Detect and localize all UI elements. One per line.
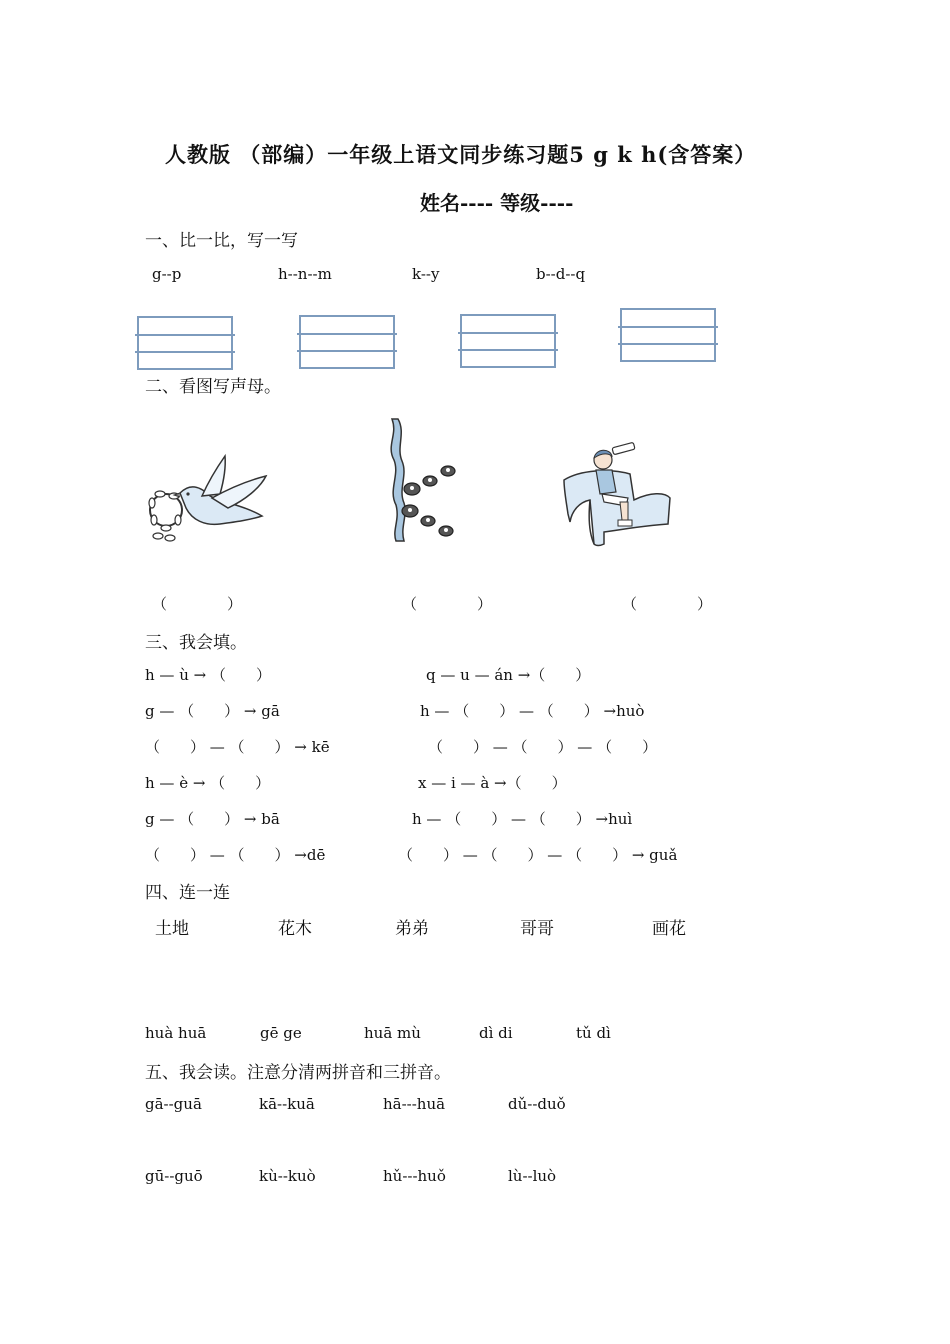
section3-heading: 三、我会填。	[145, 633, 247, 653]
boy-on-chair-image	[560, 440, 675, 550]
writing-grid[interactable]	[299, 315, 395, 369]
read-pair: lù--luò	[508, 1167, 557, 1185]
compare-pair: b--d--q	[536, 265, 586, 283]
answer-parentheses[interactable]: （ ）	[402, 595, 493, 613]
writing-grid[interactable]	[460, 314, 556, 368]
match-word[interactable]: 哥哥	[520, 919, 554, 939]
match-pinyin[interactable]: dì di	[479, 1024, 513, 1042]
section4-heading: 四、连一连	[145, 883, 230, 903]
reed-with-tadpoles-image	[378, 415, 468, 545]
read-pair: kù--kuò	[259, 1167, 316, 1185]
match-pinyin[interactable]: tǔ dì	[576, 1024, 611, 1042]
read-pair: hā---huā	[383, 1095, 446, 1113]
fill-row[interactable]: g — （ ） → gā	[145, 702, 280, 720]
answer-parentheses[interactable]: （ ）	[152, 595, 243, 613]
fill-row[interactable]: h — （ ） — （ ） →huò	[420, 702, 645, 720]
read-pair: gā--guā	[145, 1095, 202, 1113]
fill-row[interactable]: h — è → （ ）	[145, 774, 271, 792]
dove-with-wreath-image	[140, 448, 270, 548]
match-word[interactable]: 花木	[278, 919, 312, 939]
compare-pair: h--n--m	[278, 265, 332, 283]
name-grade-line: 姓名---- 等级----	[420, 191, 574, 215]
fill-row[interactable]: h — （ ） — （ ） →huì	[412, 810, 633, 828]
section5-heading: 五、我会读。注意分清两拼音和三拼音。	[145, 1063, 451, 1083]
fill-row[interactable]: x — i — à →（ ）	[418, 774, 567, 792]
read-pair: kā--kuā	[259, 1095, 315, 1113]
match-word[interactable]: 土地	[155, 919, 189, 939]
fill-row[interactable]: g — （ ） → bā	[145, 810, 280, 828]
read-pair: gū--guō	[145, 1167, 203, 1185]
section2-heading: 二、看图写声母。	[145, 377, 281, 397]
read-pair: dǔ--duǒ	[508, 1095, 566, 1113]
match-pinyin[interactable]: huà huā	[145, 1024, 207, 1042]
fill-row[interactable]: （ ） — （ ） — （ ） → guǎ	[398, 846, 678, 864]
match-pinyin[interactable]: gē ge	[260, 1024, 302, 1042]
compare-pair: g--p	[152, 265, 182, 283]
fill-row[interactable]: （ ） — （ ） → kē	[145, 738, 330, 756]
section1-heading: 一、比一比，写一写	[145, 231, 298, 251]
read-pair: hǔ---huǒ	[383, 1167, 446, 1185]
page-title: 人教版 （部编）一年级上语文同步练习题5 g k h(含答案）	[165, 142, 757, 167]
match-word[interactable]: 弟弟	[395, 919, 429, 939]
answer-parentheses[interactable]: （ ）	[622, 595, 713, 613]
compare-pair: k--y	[412, 265, 440, 283]
fill-row[interactable]: （ ） — （ ） — （ ）	[428, 738, 658, 756]
fill-row[interactable]: h — ù → （ ）	[145, 666, 271, 684]
writing-grid[interactable]	[137, 316, 233, 370]
fill-row[interactable]: （ ） — （ ） →dē	[145, 846, 326, 864]
match-word[interactable]: 画花	[652, 919, 686, 939]
writing-grid[interactable]	[620, 308, 716, 362]
match-pinyin[interactable]: huā mù	[364, 1024, 421, 1042]
fill-row[interactable]: q — u — án →（ ）	[426, 666, 591, 684]
